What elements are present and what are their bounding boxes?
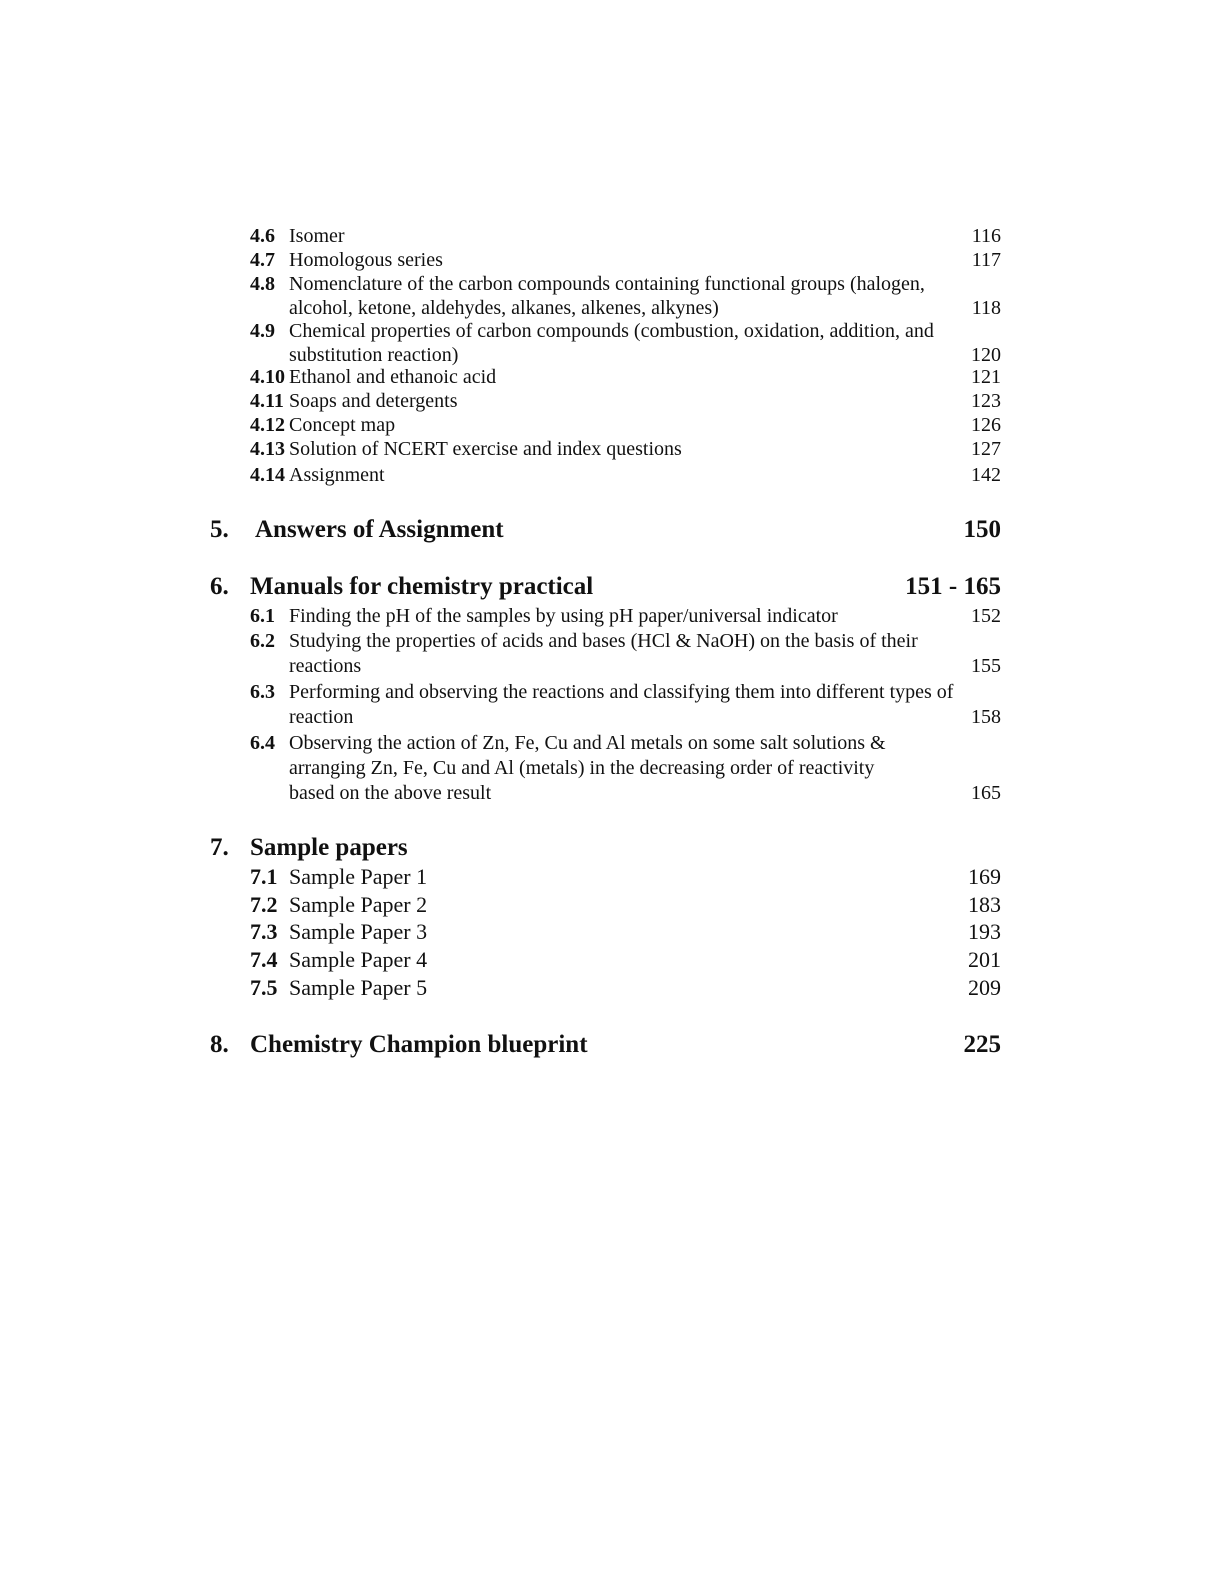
- entry-title: Observing the action of Zn, Fe, Cu and Al metals on some salt solutions & arranging Zn, Fe, Cu and Al (metals) in the decreasing order of reactivity based on the above result: [289, 732, 886, 804]
- toc-entry-4-12: [250, 413, 1001, 437]
- entry-title: Assignment: [289, 464, 385, 486]
- toc-entry-4-14: [250, 463, 1001, 487]
- toc-entry-7-4: [250, 948, 1001, 972]
- toc-entry-7-2: [250, 893, 1001, 917]
- entry-page: 116: [971, 225, 1001, 247]
- chapter-page: 151 - 165: [905, 573, 1001, 600]
- entry-title: Sample Paper 2: [289, 892, 428, 917]
- entry-number: 7.3: [250, 919, 278, 944]
- entry-page: 152: [971, 605, 1001, 627]
- entry-page: 155: [971, 655, 1001, 677]
- entry-number: 4.12: [250, 414, 285, 436]
- entry-title: Sample Paper 3: [289, 919, 428, 944]
- chapter-number: 7.: [210, 834, 229, 861]
- entry-page: 193: [968, 919, 1001, 944]
- entry-title: Chemical properties of carbon compounds (combustion, oxidation, addition, and substitution reaction): [289, 320, 934, 366]
- entry-title: Sample Paper 4: [289, 947, 428, 972]
- entry-page: 123: [971, 390, 1001, 412]
- chapter-page: 150: [963, 516, 1001, 543]
- entry-page: 158: [971, 706, 1001, 728]
- entry-page: 118: [971, 297, 1001, 319]
- toc-entry-6-1: [250, 604, 1001, 628]
- entry-page: 201: [968, 947, 1001, 972]
- toc-entry-6-2: [250, 629, 1001, 679]
- toc-entry-7-1: [250, 865, 1001, 889]
- entry-title: Sample Paper 5: [289, 975, 428, 1000]
- entry-number: 4.13: [250, 438, 285, 460]
- entry-title: Homologous series: [289, 249, 443, 271]
- toc-entry-6-3: [250, 680, 1001, 730]
- entry-page: 121: [971, 366, 1001, 388]
- entry-title: Performing and observing the reactions and classifying them into different types of reaction: [289, 681, 954, 728]
- entry-page: 126: [971, 414, 1001, 436]
- entry-page: 165: [971, 782, 1001, 804]
- toc-entry-7-5: [250, 976, 1001, 1000]
- entry-number: 4.10: [250, 366, 285, 388]
- chapter-title: Manuals for chemistry practical: [250, 573, 594, 600]
- toc-entry-7-3: [250, 920, 1001, 944]
- chapter-number: 8.: [210, 1031, 229, 1058]
- entry-number: 6.3: [250, 681, 275, 703]
- entry-number: 4.9: [250, 320, 275, 342]
- entry-number: 6.4: [250, 732, 275, 754]
- chapter-number: 5.: [210, 516, 229, 543]
- entry-number: 7.1: [250, 864, 278, 889]
- toc-entry-4-10: [250, 365, 1001, 389]
- entry-number: 4.6: [250, 225, 275, 247]
- toc-entry-4-7: [250, 248, 1001, 272]
- toc-entry-4-13: [250, 437, 1001, 461]
- entry-page: 209: [968, 975, 1001, 1000]
- chapter-number: 6.: [210, 573, 229, 600]
- entry-number: 4.8: [250, 273, 275, 295]
- entry-number: 7.5: [250, 975, 278, 1000]
- entry-page: 127: [971, 438, 1001, 460]
- entry-title: Finding the pH of the samples by using pH paper/universal indicator: [289, 605, 838, 627]
- entry-page: 169: [968, 864, 1001, 889]
- chapter-page: 225: [963, 1031, 1001, 1058]
- entry-title: Ethanol and ethanoic acid: [289, 366, 497, 388]
- toc-entry-4-8: [250, 272, 1001, 320]
- entry-number: 7.4: [250, 947, 278, 972]
- entry-title: Sample Paper 1: [289, 864, 428, 889]
- chapter-title: Chemistry Champion blueprint: [250, 1031, 588, 1058]
- entry-title: Studying the properties of acids and bases (HCl & NaOH) on the basis of their reactions: [289, 630, 918, 677]
- entry-page: 142: [971, 464, 1001, 486]
- toc-entry-6-4: [250, 731, 1001, 806]
- entry-number: 7.2: [250, 892, 278, 917]
- entry-title: Isomer: [289, 225, 345, 247]
- toc-entry-4-11: [250, 389, 1001, 413]
- entry-number: 4.11: [250, 390, 284, 412]
- entry-page: 183: [968, 892, 1001, 917]
- entry-title: Solution of NCERT exercise and index questions: [289, 438, 682, 460]
- entry-number: 6.2: [250, 630, 275, 652]
- entry-title: Nomenclature of the carbon compounds containing functional groups (halogen, alcohol, ketone, aldehydes, alkanes, alkenes, alkynes): [289, 273, 925, 319]
- toc-entry-4-6: [250, 224, 1001, 248]
- chapter-title: Answers of Assignment: [255, 516, 504, 543]
- toc-entry-4-9: [250, 319, 1001, 367]
- entry-page: 120: [971, 344, 1001, 366]
- entry-number: 4.14: [250, 464, 285, 486]
- entry-page: 117: [971, 249, 1001, 271]
- entry-title: Soaps and detergents: [289, 390, 458, 412]
- entry-title: Concept map: [289, 414, 396, 436]
- entry-number: 6.1: [250, 605, 275, 627]
- entry-number: 4.7: [250, 249, 275, 271]
- chapter-title: Sample papers: [250, 834, 408, 861]
